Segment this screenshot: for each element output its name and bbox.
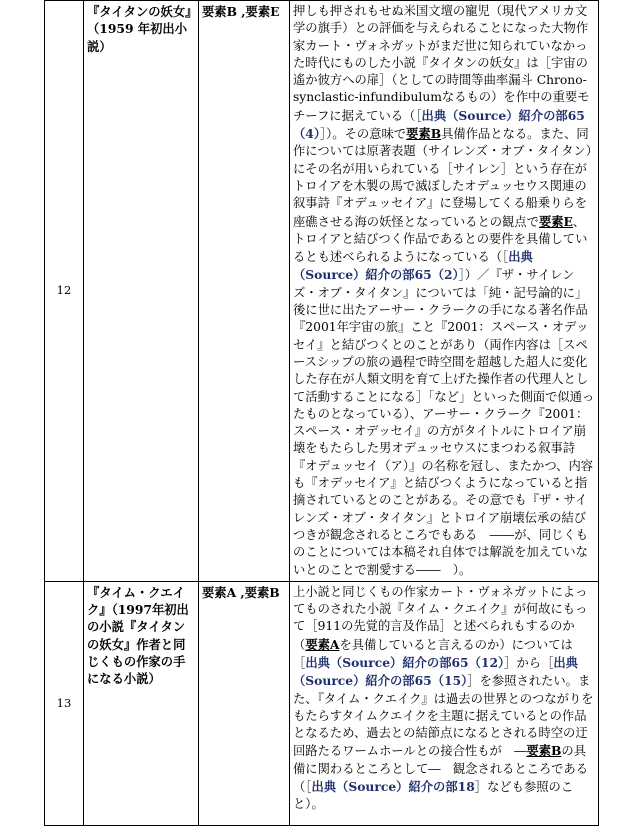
table-row: [45, 581, 599, 825]
body-text: 押しも押されもせぬ米国文壇の寵児（現代アメリカ文学の旗手）との評価を与えられることになった大物作家カート・ヴォネガットがまだ世に知られていなかった時代にものした小説『タイタンの妖女』は［宇宙の遙か彼方への扉］（としての時間等曲率漏斗 Chrono-synclastic-infundibulumなるもの）を作中の重要モチーフに据えている（［: [293, 4, 590, 123]
body-text: ］）／『ザ・サイレンズ・オブ・タイタン』については「純・記号論的に」後に世に出たアーサー・クラークの手になる著名作品『2001年宇宙の旅』こと『2001：スペース・オデッセイ』と結びつくとのことがあり（両作内容は［スペースシップの旅の過程で時空間を超越した超人に変化した存在が人類文明を育て上げた操作者の代理人として活動することになる］「など」といった側面で似通ったものとなっている）、アーサー・クラーク『2001：スペース・オデッセイ』の方がタイトルにトロイア崩壊をもたらした男オデュッセウスにまつわる叙事詩『オデュッセイ（ア）』の名称を冠し、またかつ、内容も『オデッセイア』と結びつくようになっていると指摘されているとのことがある。その意でも『ザ・サイレンズ・オブ・タイタン』とトロイア崩壊伝承の結びつきが観念されるところでもある ――が、同じくものことについては本稿それ自体では解説を加えていないとのことで割愛する―― ）。: [293, 268, 595, 577]
source-reference: 出典（Source）紹介の部65（12）: [305, 654, 505, 670]
row-number: 13: [45, 581, 84, 825]
body-text: ］）。その意味で: [320, 127, 407, 142]
description-cell: [290, 581, 599, 825]
source-reference: 出典（Source）紹介の部65（15）: [293, 654, 578, 689]
row-number: 12: [45, 1, 84, 582]
table-row: [45, 1, 599, 582]
description-cell: [290, 1, 599, 582]
element-tags: 要素A ,要素B: [199, 581, 290, 825]
body-text: ］から［: [504, 655, 554, 670]
body-text: の具備に関わるところとして― 観念されるところである（［: [293, 744, 589, 795]
body-text: 上小説と同じくもの作家カート・ヴォネガットによってものされた小説『タイム・クエイク』が何故にもって［911の先覚的言及作品］と述べられもするのか（: [293, 584, 588, 652]
source-reference: 出典（Source）紹介の部18: [311, 779, 475, 795]
body-text: 具備作品となる。また、同作については原著表題（サイレンズ・オブ・タイタン）にその名が用いられている［サイレン］という存在がトロイアを木製の馬で滅ぼしたオデュッセウス関連の叙事詩『オデュッセイア』に登場してくる船乗りらを座礁させる海の妖怪となっているとの観点で: [293, 127, 592, 229]
source-reference: 出典（Source）紹介の部65（2）: [293, 249, 533, 283]
work-title: 『タイタンの妖女』（1959 年初出小説）: [84, 1, 199, 582]
element-reference: 要素B: [526, 743, 562, 759]
element-reference: 要素B: [406, 126, 442, 142]
element-reference: 要素A: [305, 636, 340, 652]
body-text: 、トロイアと結びつく作品であるとの要件を具備しているとも述べられるようになっている（［: [293, 214, 588, 265]
body-text: を具備していると言えるのか）については［: [293, 637, 573, 670]
body-text: ］を参照されたい。また、『タイム・クエイク』は過去の世界とのつながりをもたらすタイムクエイクを主題に据えているとの作品となるため、過去との結節点になるとされる時空の迂回路たるワームホールとの接合性もが ―: [293, 674, 594, 759]
document-table: [44, 0, 599, 826]
element-reference: 要素E: [538, 213, 573, 229]
body-text: ］なども参照のこと）。: [293, 780, 574, 812]
source-reference: 出典（Source）紹介の部65（4）: [293, 107, 585, 142]
element-tags: 要素B ,要素E: [199, 1, 290, 582]
work-title: 『タイム・クエイク』（1997年初出の小説『タイタンの妖女』作者と同じくもの作家の手になる小説）: [84, 581, 199, 825]
